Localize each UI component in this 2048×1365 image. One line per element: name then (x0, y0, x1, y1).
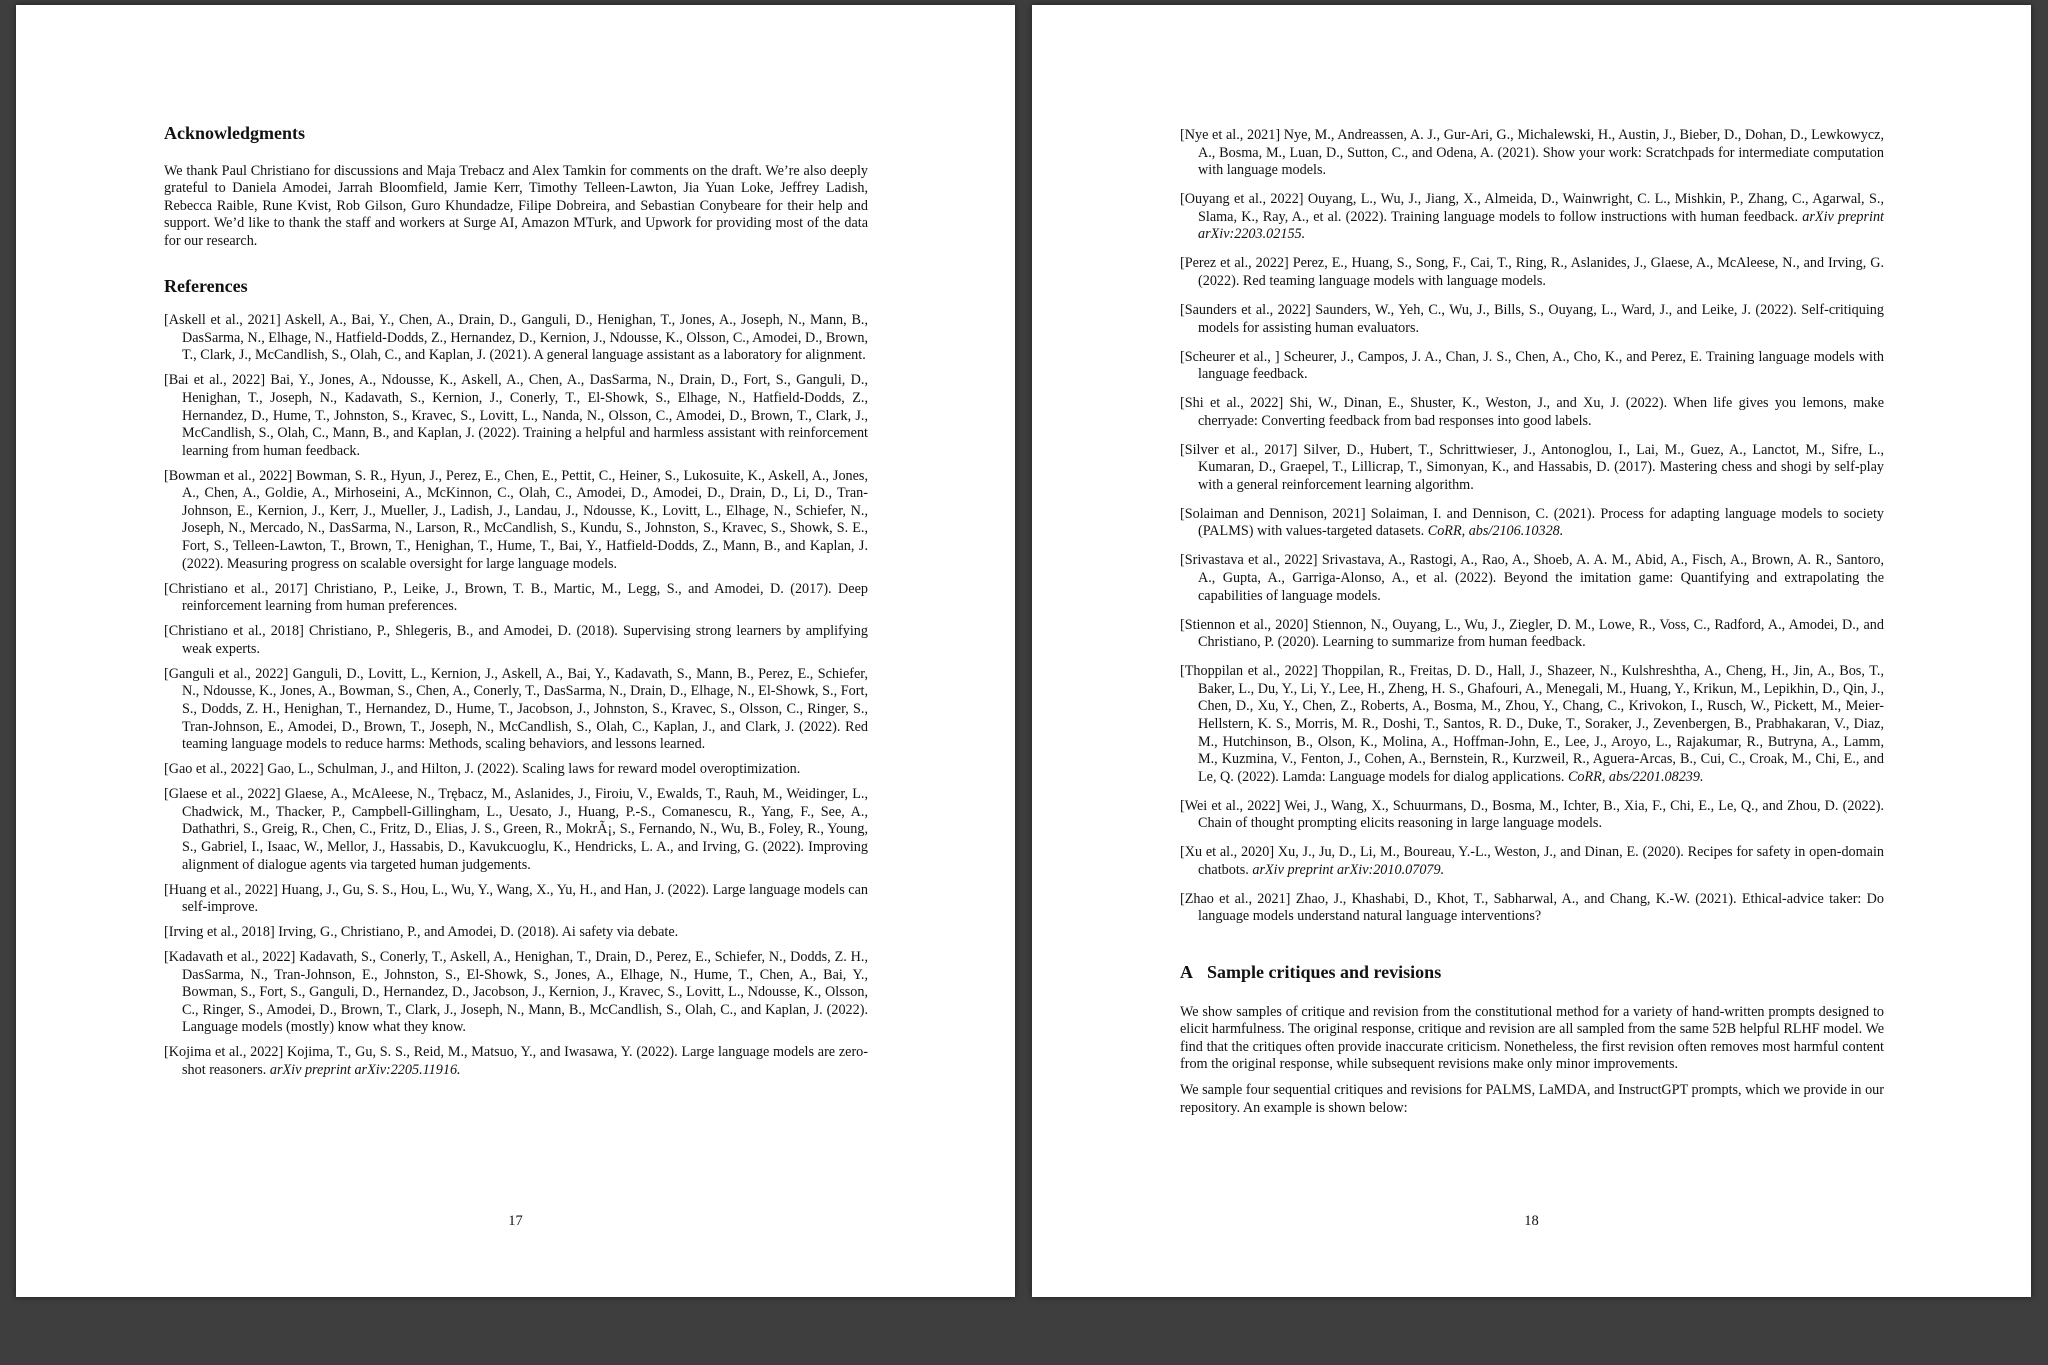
reference-item (1180, 302, 1884, 337)
reference-item (164, 581, 868, 616)
page-18 (1032, 5, 2031, 1297)
reference-item (1180, 663, 1884, 786)
reference-item (164, 761, 868, 779)
reference-text: [Kojima et al., 2022] Kojima, T., Gu, S. S., Reid, M., Matsuo, Y., and Iwasawa, Y. (2022). Large language models are zero-shot reasoners. (164, 1044, 868, 1079)
reference-text: [Askell et al., 2021] Askell, A., Bai, Y., Chen, A., Drain, D., Ganguli, D., Henighan, T., Jones, A., Joseph, N., Mann, B., DasSarma, N., Elhage, N., Hatfield-Dodds, Z., Hernandez, D., Kernion, J., Ndousse, K., Olsson, C., Amodei, D., Brown, T., Clark, J., McCandlish, S., Olah, C., and Kaplan, J. (2021). A general language assistant as a laboratory for alignment. (164, 312, 869, 364)
reference-text: [Thoppilan et al., 2022] Thoppilan, R., Freitas, D. D., Hall, J., Shazeer, N., Kulshreshtha, A., Cheng, H., Jin, A., Bos, T., Baker, L., Du, Y., Li, Y., Lee, H., Zheng, H. S., Ghafouri, A., Menegali, M., Huang, Y., Krikun, M., Lepikhin, D., Qin, J., Chen, D., Xu, Y., Chen, Z., Roberts, A., Bosma, M., Zhou, Y., Chang, C., Krivokon, I., Rusch, W., Pickett, M., Meier-Hellstern, K. S., Morris, M. R., Doshi, T., Santos, R. D., Duke, T., Soraker, J., Zevenbergen, B., Prabhakaran, V., Diaz, M., Hutchinson, B., Olson, K., Molina, A., Hoffman-John, E., Lee, J., Aroyo, L., Rajakumar, R., Butryna, A., Lamm, M., Kuzmina, V., Fenton, J., Cohen, A., Bernstein, R., Kurzweil, R., Aguera-Arcas, B., Cui, C., Croak, M., Chi, E., and Le, Q. (2022). Lamda: Language models for dialog applications. (1180, 663, 1884, 785)
reference-text: [Glaese et al., 2022] Glaese, A., McAleese, N., Trębacz, M., Aslanides, J., Firoiu, V., Ewalds, T., Rauh, M., Weidinger, L., Chadwick, M., Thacker, P., Campbell-Gillingham, L., Uesato, J., Huang, P.-S., Comanescu, R., Yang, F., See, A., Dathathri, S., Greig, R., Chen, C., Fritz, D., Elias, J. S., Green, R., MokrÃ¡, S., Fernando, N., Wu, B., Foley, R., Young, S., Gabriel, I., Isaac, W., Mellor, J., Hassabis, D., Kavukcuoglu, K., Hendricks, L. A., and Irving, G. (2022). Improving alignment of dialogue agents via targeted human judgements. (164, 786, 868, 873)
reference-item (1180, 798, 1884, 833)
reference-item (164, 623, 868, 658)
reference-text: [Wei et al., 2022] Wei, J., Wang, X., Schuurmans, D., Bosma, M., Ichter, B., Xia, F., Chi, E., Le, Q., and Zhou, D. (2022). Chain of thought prompting elicits reasoning in large language models. (1180, 797, 1884, 832)
page-17 (16, 5, 1015, 1297)
reference-text: [Ganguli et al., 2022] Ganguli, D., Lovitt, L., Kernion, J., Askell, A., Bai, Y., Kadavath, S., Mann, B., Perez, E., Schiefer, N., Ndousse, K., Jones, A., Bowman, S., Chen, A., Conerly, T., DasSarma, N., Drain, D., Elhage, N., El-Showk, S., Fort, S., Dodds, Z. H., Henighan, T., Hernandez, D., Hume, T., Jacobson, J., Johnston, S., Kravec, S., Olsson, C., Ringer, S., Tran-Johnson, E., Amodei, D., Brown, T., Joseph, N., McCandlish, S., Olah, C., Kaplan, J., and Clark, J. (2022). Red teaming language models to reduce harms: Methods, scaling behaviors, and lessons learned. (164, 665, 868, 753)
reference-text: [Gao et al., 2022] Gao, L., Schulman, J., and Hilton, J. (2022). Scaling laws for reward model overoptimization. (164, 761, 801, 778)
reference-item (1180, 442, 1884, 495)
reference-text: [Huang et al., 2022] Huang, J., Gu, S. S., Hou, L., Wu, Y., Wang, X., Yu, H., and Han, J. (2022). Large language models can self-improve. (164, 881, 868, 916)
section-number: A (1180, 962, 1193, 983)
reference-text: [Ouyang et al., 2022] Ouyang, L., Wu, J., Jiang, X., Almeida, D., Wainwright, C. L., Mishkin, P., Zhang, C., Agarwal, S., Slama, K., Ray, A., et al. (2022). Training language models to follow instructions with human feedback. (1180, 191, 1884, 225)
reference-text: [Christiano et al., 2017] Christiano, P., Leike, J., Brown, T. B., Martic, M., Legg, S., and Amodei, D. (2017). Deep reinforcement learning from human preferences. (164, 580, 868, 615)
reference-text: [Zhao et al., 2021] Zhao, J., Khashabi, D., Khot, T., Sabharwal, A., and Chang, K.-W. (2021). Ethical-advice taker: Do language models understand natural language interventions? (1180, 890, 1884, 925)
reference-text: [Scheurer et al., ] Scheurer, J., Campos, J. A., Chan, J. S., Chen, A., Cho, K., and Perez, E. Training language models with language feedback. (1180, 348, 1884, 383)
reference-item (1180, 395, 1884, 430)
reference-text: [Stiennon et al., 2020] Stiennon, N., Ouyang, L., Wu, J., Ziegler, D. M., Lowe, R., Voss, C., Radford, A., Amodei, D., and Christiano, P. (2020). Learning to summarize from human feedback. (1180, 616, 1884, 651)
reference-text: [Bai et al., 2022] Bai, Y., Jones, A., Ndousse, K., Askell, A., Chen, A., DasSarma, N., Drain, D., Fort, S., Ganguli, D., Henighan, T., Joseph, N., Kadavath, S., Kernion, J., Conerly, T., El-Showk, S., Elhage, N., Hatfield-Dodds, Z., Hernandez, D., Hume, T., Johnston, S., Kravec, S., Lovitt, L., Nanda, N., Olsson, C., Amodei, D., Brown, T., Clark, J., McCandlish, S., Olah, C., Mann, B., and Kaplan, J. (2022). Training a helpful and harmless assistant with reinforcement learning from human feedback. (164, 372, 868, 459)
reference-text: [Srivastava et al., 2022] Srivastava, A., Rastogi, A., Rao, A., Shoeb, A. A. M., Abid, A., Fisch, A., Brown, A. R., Santoro, A., Gupta, A., Garriga-Alonso, A., et al. (2022). Beyond the imitation game: Quantifying and extrapolating the capabilities of language models. (1180, 552, 1884, 604)
appendix-heading (1180, 964, 1884, 982)
reference-item (1180, 552, 1884, 605)
reference-text: [Nye et al., 2021] Nye, M., Andreassen, A. J., Gur-Ari, G., Michalewski, H., Austin, J., Bieber, D., Dohan, D., Lewkowycz, A., Bosma, M., Luan, D., Sutton, C., and Odena, A. (2021). Show your work: Scratchpads for intermediate computation with language models. (1180, 127, 1884, 179)
reference-item (1180, 255, 1884, 290)
appendix-body (1180, 1004, 1884, 1118)
reference-item (164, 1044, 868, 1079)
reference-venue: arXiv preprint arXiv:2203.02155. (1198, 208, 1884, 243)
reference-item (164, 666, 868, 754)
references-heading: References (164, 275, 248, 296)
page-content (1180, 127, 1884, 1117)
reference-text: [Silver et al., 2017] Silver, D., Hubert, T., Schrittwieser, J., Antonoglou, I., Lai, M., Guez, A., Lanctot, M., Sifre, L., Kumaran, D., Graepel, T., Lillicrap, T., Simonyan, K., and Hassabis, D. (2017). Mastering chess and shogi by self-play with a general reinforcement learning algorithm. (1180, 441, 1884, 493)
reference-item (164, 882, 868, 917)
reference-item (164, 468, 868, 574)
reference-item (1180, 891, 1884, 926)
reference-item (164, 372, 868, 460)
reference-text: [Shi et al., 2022] Shi, W., Dinan, E., Shuster, K., Weston, J., and Xu, J. (2022). When life gives you lemons, make cherryade: Converting feedback from bad responses into good labels. (1180, 395, 1884, 429)
reference-list (164, 312, 868, 1079)
reference-venue: arXiv preprint arXiv:2205.11916. (269, 1062, 461, 1079)
reference-text: [Irving et al., 2018] Irving, G., Christiano, P., and Amodei, D. (2018). Ai safety via debate. (164, 924, 679, 941)
reference-item (1180, 844, 1884, 879)
section-title: Sample critiques and revisions (1207, 962, 1442, 983)
reference-item (1180, 127, 1884, 180)
reference-list (1180, 127, 1884, 926)
reference-venue: arXiv preprint arXiv:2010.07079. (1252, 861, 1445, 878)
appendix-paragraph: We sample four sequential critiques and revisions for PALMS, LaMDA, and InstructGPT prompts, which we provide in our repository. An example is shown below: (1180, 1082, 1884, 1116)
page-content (164, 121, 868, 1087)
reference-text: [Perez et al., 2022] Perez, E., Huang, S., Song, F., Cai, T., Ring, R., Aslanides, J., Glaese, A., McAleese, N., and Irving, G. (2022). Red teaming language models with language models. (1180, 255, 1884, 289)
reference-text: [Kadavath et al., 2022] Kadavath, S., Conerly, T., Askell, A., Henighan, T., Drain, D., Perez, E., Schiefer, N., Dodds, Z. H., DasSarma, N., Tran-Johnson, E., Johnston, S., El-Showk, S., Jones, A., Elhage, N., Hume, T., Chen, A., Bai, Y., Bowman, S., Fort, S., Ganguli, D., Hernandez, D., Jacobson, J., Kernion, J., Kravec, S., Lovitt, L., Ndousse, K., Olsson, C., Ringer, S., Amodei, D., Brown, T., Clark, J., Joseph, N., Mann, B., McCandlish, S., Olah, C., and Kaplan, J. (2022). Language models (mostly) know what they know. (164, 949, 868, 1036)
reference-item (164, 786, 868, 874)
acknowledgments-heading: Acknowledgments (164, 123, 306, 143)
reference-venue: CoRR, abs/2201.08239. (1567, 768, 1704, 785)
reference-text: [Solaiman and Dennison, 2021] Solaiman, I. and Dennison, C. (2021). Process for adapting language models to society (PALMS) with values-targeted datasets. (1180, 505, 1884, 540)
reference-item (1180, 191, 1884, 244)
reference-text: [Bowman et al., 2022] Bowman, S. R., Hyun, J., Perez, E., Chen, E., Pettit, C., Heiner, S., Lukosuite, K., Askell, A., Jones, A., Chen, A., Goldie, A., Mirhoseini, A., McKinnon, C., Olah, C., Amodei, D., Amodei, D., Drain, D., Li, D., Tran-Johnson, E., Kernion, J., Kerr, J., Mueller, J., Ladish, J., Landau, J., Ndousse, K., Lovitt, L., Elhage, N., Schiefer, N., Joseph, N., Mercado, N., DasSarma, N., Larson, R., McCandlish, S., Kundu, S., Johnston, S., Kravec, S., Showk, S. E., Fort, S., Telleen-Lawton, T., Brown, T., Henighan, T., Hume, T., Bai, Y., Hatfield-Dodds, Z., Mann, B., and Kaplan, J. (2022). Measuring progress on scalable oversight for large language models. (164, 467, 868, 572)
reference-item (164, 949, 868, 1037)
reference-text: [Christiano et al., 2018] Christiano, P., Shlegeris, B., and Amodei, D. (2018). Supervising strong learners by amplifying weak experts. (164, 623, 868, 657)
reference-item (1180, 506, 1884, 541)
reference-item (1180, 617, 1884, 652)
reference-item (164, 924, 868, 942)
page-number: 18 (1524, 1213, 1539, 1229)
appendix-paragraph: We show samples of critique and revision from the constitutional method for a variety of hand-written prompts designed to elicit harmfulness. The original response, critique and revision are all sampled from the same 52B helpful RLHF model. We find that the critiques often provide inaccurate criticism. Nonetheless, the first revision often removes most harmful content from the original response, while subsequent revisions make only minor improvements. (1180, 1003, 1884, 1073)
reference-item (164, 312, 868, 365)
reference-text: [Saunders et al., 2022] Saunders, W., Yeh, C., Wu, J., Bills, S., Ouyang, L., Ward, J., and Leike, J. (2022). Self-critiquing models for assisting human evaluators. (1180, 301, 1884, 336)
reference-venue: CoRR, abs/2106.10328. (1427, 523, 1564, 540)
page-number: 17 (508, 1213, 523, 1229)
reference-item (1180, 349, 1884, 384)
acknowledgments-text: We thank Paul Christiano for discussions and Maja Trebacz and Alex Tamkin for comments on the draft. We’re also deeply grateful to Daniela Amodei, Jarrah Bloomfield, Jamie Kerr, Timothy Telleen-Lawton, Jia Yuan Loke, Jeffrey Ladish, Rebecca Raible, Rune Kvist, Rob Gilson, Guro Khundadze, Filipe Dobreira, and Sebastian Conybeare for their help and support. We’d like to thank the staff and workers at Surge AI, Amazon MTurk, and Upwork for providing most of the data for our research. (164, 162, 868, 249)
reference-text: [Xu et al., 2020] Xu, J., Ju, D., Li, M., Boureau, Y.-L., Weston, J., and Dinan, E. (2020). Recipes for safety in open-domain chatbots. (1180, 844, 1884, 878)
